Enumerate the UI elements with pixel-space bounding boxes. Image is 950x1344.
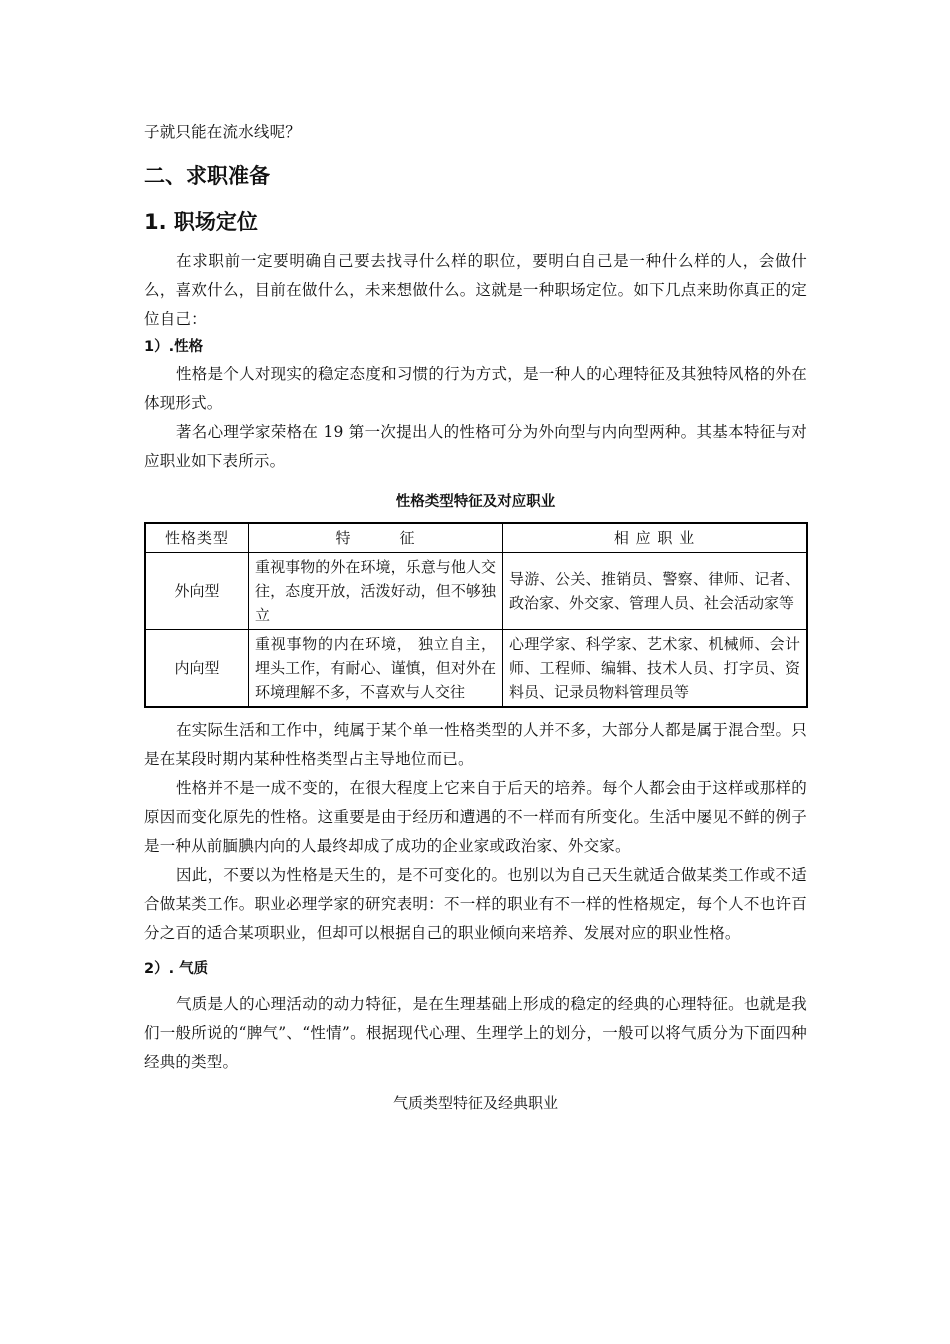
- table-cell-type: 外向型: [145, 553, 249, 630]
- table-header-row: [145, 523, 807, 553]
- table-caption: 气质类型特征及经典职业: [392, 1094, 558, 1112]
- table-caption: 性格类型特征及对应职业: [395, 494, 556, 510]
- page-content: [144, 118, 807, 1115]
- paragraph: 性格并不是一成不变的，在很大程度上它来自于后天的培养。每个人都会由于这样或那样的原因而变化原先的性格。这重要是由于经历和遭遇的不一样而有所变化。生活中屡见不鲜的例子是一种从前腼腆内向的人最终却成了成功的企业家或政治家、外交家。: [144, 779, 807, 855]
- paragraph: 性格是个人对现实的稳定态度和习惯的行为方式，是一种人的心理特征及其独特风格的外在体现形式。: [144, 365, 807, 412]
- personality-table: [144, 522, 808, 708]
- table-header-cell: 性格类型: [145, 523, 249, 553]
- table-header-cell: 相 应 职 业: [503, 523, 808, 553]
- paragraph: 著名心理学家荣格在 19 第一次提出人的性格可分为外向型与内向型两种。其基本特征与对应职业如下表所示。: [144, 423, 807, 470]
- temperament-heading: 2）. 气质: [144, 961, 209, 977]
- table-row: [145, 553, 807, 630]
- intro-tail-text: 子就只能在流水线呢？: [144, 123, 302, 141]
- table-cell-jobs: 导游、公关、推销员、警察、律师、记者、政治家、外交家、管理人员、社会活动家等: [503, 553, 808, 630]
- table-cell-feature: 重视事物的外在环境，乐意与他人交往，态度开放，活泼好动，但不够独立: [249, 553, 503, 630]
- paragraph: 气质是人的心理活动的动力特征，是在生理基础上形成的稳定的经典的心理特征。也就是我们一般所说的“脾气”、“性情”。根据现代心理、生理学上的划分，一般可以将气质分为下面四种经典的类型。: [144, 995, 807, 1071]
- personality-heading: 1）.性格: [144, 339, 204, 355]
- paragraph: 在求职前一定要明确自己要去找寻什么样的职位，要明白自己是一种什么样的人，会做什么，喜欢什么，目前在做什么，未来想做什么。这就是一种职场定位。如下几点来助你真正的定位自己：: [144, 252, 807, 328]
- table-cell-jobs: 心理学家、科学家、艺术家、机械师、会计师、工程师、编辑、技术人员、打字员、资料员、记录员物料管理员等: [503, 630, 808, 708]
- subsection-title: 1. 职场定位: [144, 210, 258, 234]
- paragraph: 因此，不要以为性格是天生的，是不可变化的。也别以为自己天生就适合做某类工作或不适合做某类工作。职业必理学家的研究表明：不一样的职业有不一样的性格规定，每个人不也许百分之百的适合某项职业，但却可以根据自己的职业倾向来培养、发展对应的职业性格。: [144, 866, 807, 942]
- section-title: 二、求职准备: [144, 164, 270, 188]
- paragraph: 在实际生活和工作中，纯属于某个单一性格类型的人并不多，大部分人都是属于混合型。只是在某段时期内某种性格类型占主导地位而已。: [144, 721, 807, 768]
- table-cell-feature: 重视事物的内在环境， 独立自主，埋头工作，有耐心、谨慎，但对外在环境理解不多，不喜欢与人交往: [249, 630, 503, 708]
- table-cell-type: 内向型: [145, 630, 249, 708]
- table-row: [145, 630, 807, 708]
- table-header-cell: 特 征: [249, 523, 503, 553]
